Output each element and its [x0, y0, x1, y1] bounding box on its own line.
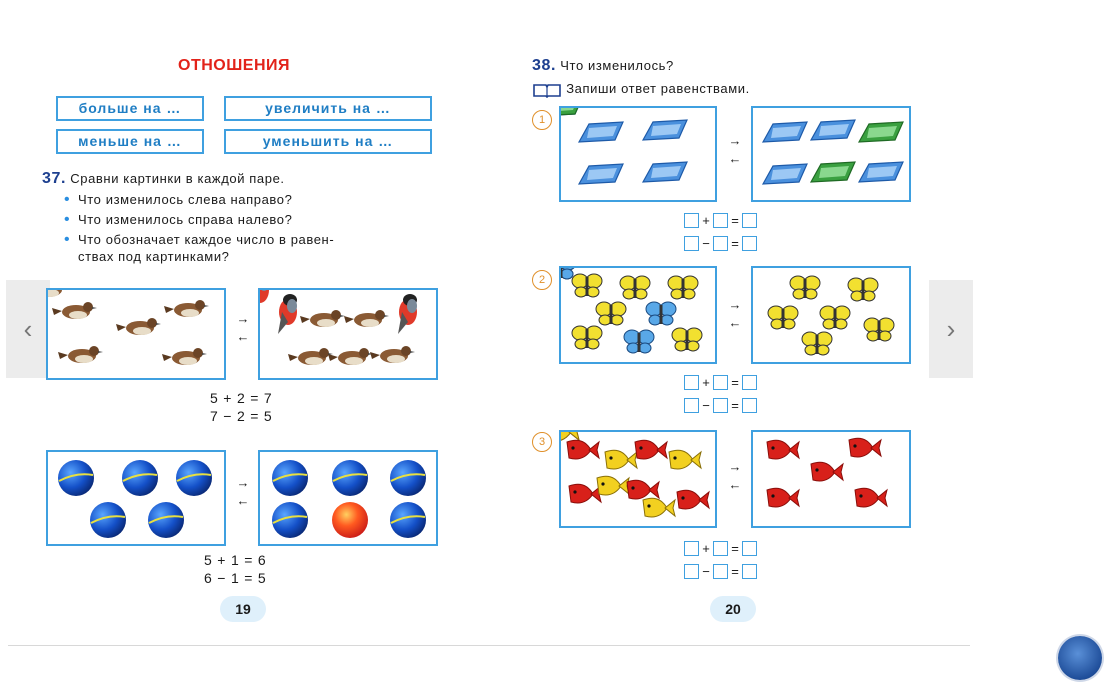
divider: [8, 645, 970, 646]
picture-boats-before: [559, 106, 717, 202]
arrow-left-icon: ←: [236, 493, 250, 508]
answer-box[interactable]: [713, 564, 728, 579]
answer-box[interactable]: [684, 398, 699, 413]
book-icon: [532, 82, 562, 98]
term-less: меньше на …: [56, 129, 204, 154]
arrow-left-icon: ←: [236, 329, 250, 344]
butterflies-illustration: [753, 268, 909, 362]
answer-box[interactable]: [684, 375, 699, 390]
picture-balls: [46, 450, 226, 546]
answer-equation-blank: + =: [684, 538, 757, 558]
answer-box[interactable]: [713, 375, 728, 390]
answer-equation-blank: − =: [684, 395, 757, 415]
change-arrows: [722, 296, 748, 332]
task-number-badge: 3: [532, 432, 552, 452]
arrow-left-icon: ←: [728, 315, 742, 330]
exercise-prompt: Сравни картинки в каждой паре.: [70, 171, 285, 186]
boats-illustration: [753, 108, 909, 200]
task-number-badge: 2: [532, 270, 552, 290]
answer-box[interactable]: [684, 236, 699, 251]
answer-box[interactable]: [742, 213, 757, 228]
bullet-item: • Что обозначает каждое число в равен-: [78, 231, 334, 249]
next-page-button[interactable]: [929, 280, 973, 378]
change-arrows: [230, 474, 256, 510]
equation: 6 − 1 = 5: [204, 570, 267, 586]
answer-box[interactable]: [742, 564, 757, 579]
arrow-right-icon: →: [236, 475, 250, 490]
answer-box[interactable]: [713, 541, 728, 556]
answer-box[interactable]: [742, 375, 757, 390]
arrow-left-icon: ←: [728, 477, 742, 492]
change-arrows: [230, 310, 256, 346]
answer-box[interactable]: [742, 541, 757, 556]
answer-box[interactable]: [742, 236, 757, 251]
picture-fish-after: [751, 430, 911, 528]
instruction-text: Запиши ответ равенствами.: [566, 81, 750, 96]
fish-illustration: [753, 432, 909, 526]
answer-box[interactable]: [713, 213, 728, 228]
exercise-number: 37.: [42, 170, 67, 187]
answer-box[interactable]: [713, 236, 728, 251]
arrow-right-icon: →: [236, 311, 250, 326]
answer-box[interactable]: [713, 398, 728, 413]
page-number: 20: [710, 596, 756, 622]
exercise-38-heading: [532, 57, 674, 75]
arrow-right-icon: →: [728, 297, 742, 312]
chevron-left-icon: ‹: [23, 314, 33, 344]
exercise-instruction: [532, 80, 750, 98]
bullet-continuation: ствах под картинками?: [78, 249, 230, 264]
task-number-badge: 1: [532, 110, 552, 130]
bullet-item: • Что изменилось справа налево?: [78, 211, 292, 229]
bullet-item: • Что изменилось слева направо?: [78, 191, 292, 209]
balls-illustration: [48, 452, 224, 544]
exercise-prompt: Что изменилось?: [560, 58, 674, 73]
term-decrease: уменьшить на …: [224, 129, 432, 154]
exercise-37-heading: [42, 170, 285, 188]
answer-box[interactable]: [684, 541, 699, 556]
answer-box[interactable]: [684, 213, 699, 228]
picture-fish-before: [559, 430, 717, 528]
equation: 5 + 1 = 6: [204, 552, 267, 568]
butterflies-illustration: [561, 268, 715, 362]
picture-balls-with-red: [258, 450, 438, 546]
logo-icon: [1058, 636, 1102, 680]
prev-page-button[interactable]: [6, 280, 50, 378]
term-increase: увеличить на …: [224, 96, 432, 121]
birds-illustration: [260, 290, 436, 378]
balls-illustration: [260, 452, 436, 544]
arrow-right-icon: →: [728, 459, 742, 474]
arrow-left-icon: ←: [728, 151, 742, 166]
exercise-number: 38.: [532, 57, 557, 74]
page-title: ОТНОШЕНИЯ: [178, 57, 291, 74]
answer-equation-blank: − =: [684, 233, 757, 253]
answer-box[interactable]: [684, 564, 699, 579]
picture-sparrows: [46, 288, 226, 380]
page-number: 19: [220, 596, 266, 622]
answer-equation-blank: + =: [684, 372, 757, 392]
picture-boats-after: [751, 106, 911, 202]
answer-box[interactable]: [742, 398, 757, 413]
arrow-right-icon: →: [728, 133, 742, 148]
picture-sparrows-bullfinches: [258, 288, 438, 380]
change-arrows: [722, 132, 748, 168]
equation: 7 − 2 = 5: [210, 408, 273, 424]
picture-butterflies-before: [559, 266, 717, 364]
birds-illustration: [48, 290, 224, 378]
term-more: больше на …: [56, 96, 204, 121]
answer-equation-blank: − =: [684, 561, 757, 581]
fish-illustration: [561, 432, 715, 526]
answer-equation-blank: + =: [684, 210, 757, 230]
picture-butterflies-after: [751, 266, 911, 364]
boats-illustration: [561, 108, 715, 200]
change-arrows: [722, 458, 748, 494]
equation: 5 + 2 = 7: [210, 390, 273, 406]
chevron-right-icon: ›: [946, 314, 956, 344]
